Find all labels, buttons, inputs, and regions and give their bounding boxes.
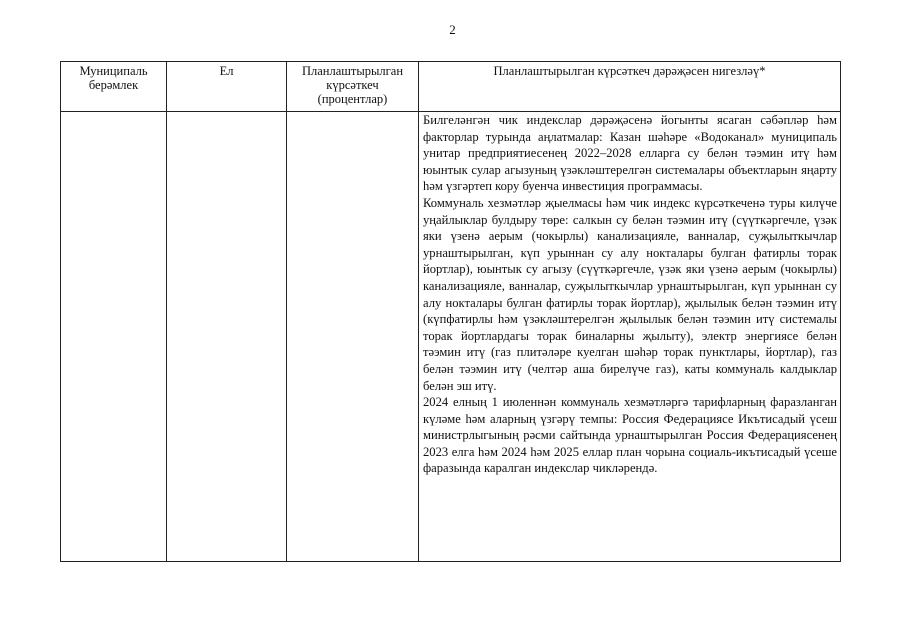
header-municipality-label: Муниципаль берәмлек (79, 64, 148, 92)
header-year (167, 62, 287, 112)
justification-paragraph-utilities: Коммуналь хезмәтләр җыелмасы һәм чик индекс күрсәткеченә туры килүче уңайлыклар булдыру төре: салкын су белән тәэмин итү (сүүткәргечле, үзәк яки үзенә аерым (чокырлы) канализацияле, ванналар, суҗылыткычлар урнаштырылган, күп урыннан су алу нокталары булган фатирлы торак йортлар), юынтык су агызу (сүүткәргечле, үзәк яки үзенә аерым (чокырлы) канализацияле, ванналар, суҗылыткычлар урнаштырылган, күп урыннан су алу нокталары булган фатирлы торак йортлар), җылылык белән тәэмин итү (күпфатирлы һәм үзәкләштерелгән җылылык белән тәэмин итү системалы торак йортлардагы торак биналарны җылыту), электр энергиясе белән тәэмин итү (газ плитәләре куелган шәһәр торак пунктлары, йортлар), газ белән тәэмин итү (челтәр аша бирелүче газ), каты коммуналь калдыклар белән эш итү. (423, 195, 837, 393)
table-row (61, 112, 841, 562)
table-header-row (61, 62, 841, 112)
cell-municipality (61, 112, 167, 562)
justification-text (419, 112, 840, 477)
header-planned-indicator-label: Планлаштырылган күрсәткеч (процентлар) (301, 64, 404, 106)
header-municipality (61, 62, 167, 112)
cell-year (167, 112, 287, 562)
justification-paragraph-tariffs: 2024 елның 1 июленнән коммуналь хезмәтләргә тарифларның фаразланган күләме һәм аларның үзгәрү темпы: Россия Федерациясе Икътисадый үсеш министрлыгының рәсми сайтында урнаштырылган Россия Федерациясенең 2023 елга һәм 2024 һәм 2025 еллар план чорына социаль-икътисадый үсеше фаразында каралган индекслар чикләрендә. (423, 395, 837, 476)
header-planned-indicator (287, 62, 419, 112)
page-number: 2 (449, 22, 456, 37)
justification-paragraph-factors: Билгеләнгән чик индекслар дәрәҗәсенә йогынты ясаган сәбәпләр һәм факторлар турында аңлатмалар: Казан шәһәре «Водоканал» муниципаль унитар предприятиесенең 2022–2028 елларга су белән тәэмин итү һәм юынтык сулар агызуның үзәкләштерелгән системалары объектларын яңарту һәм үзгәртеп кору буенча инвестиция программасы. (423, 113, 837, 194)
header-year-label: Ел (219, 64, 234, 78)
header-justification (419, 62, 841, 112)
header-justification-label: Планлаштырылган күрсәткеч дәрәҗәсен нигезләү* (493, 64, 766, 78)
indicator-table (60, 61, 841, 562)
cell-justification (419, 112, 841, 562)
cell-planned-indicator (287, 112, 419, 562)
